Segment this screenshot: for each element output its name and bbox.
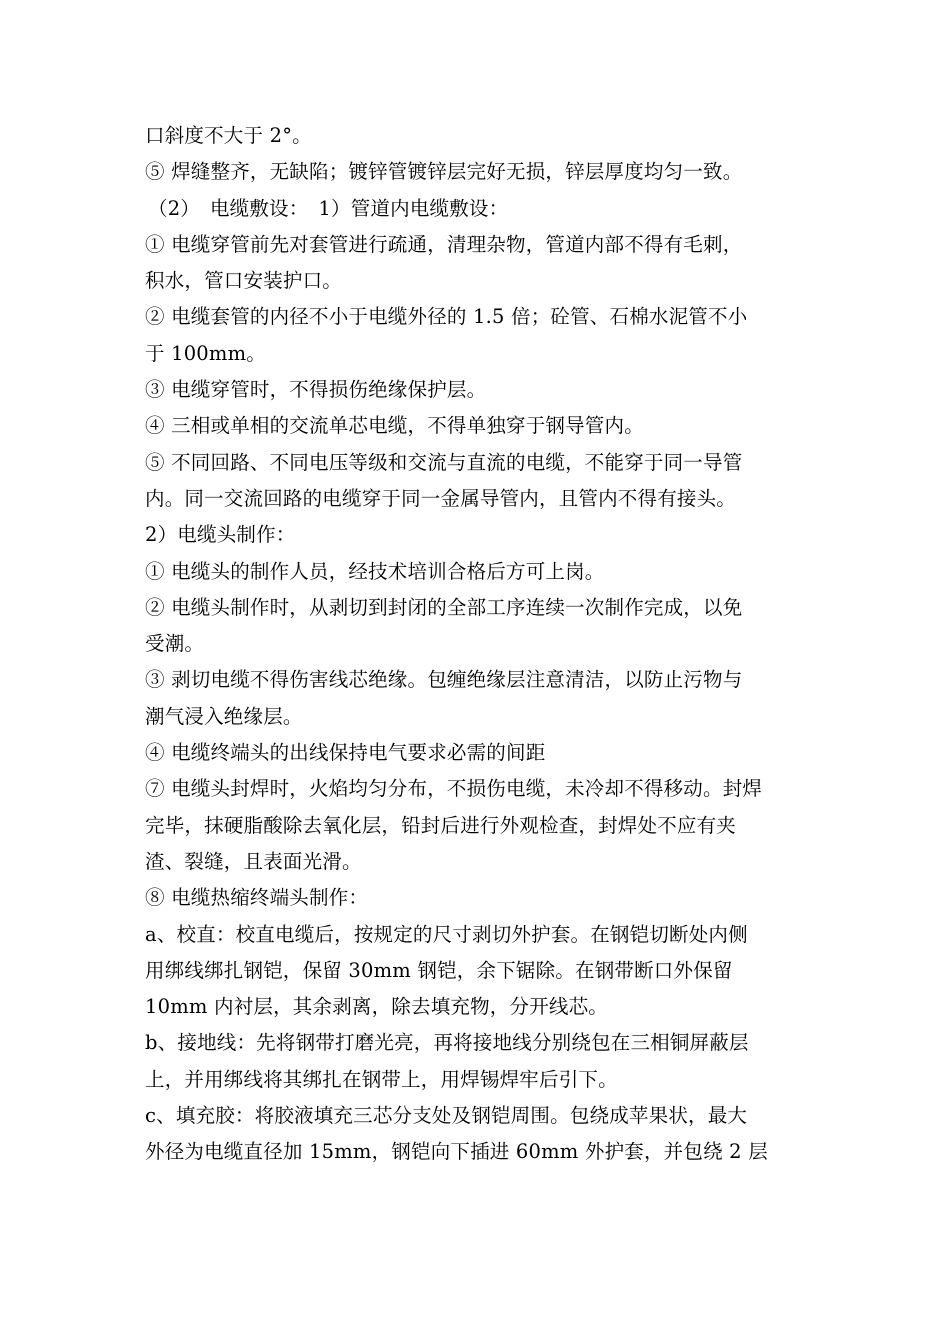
text-line: 口斜度不大于 2°。 (145, 124, 312, 147)
text-line: ⑦ 电缆头封焊时，火焰均匀分布，不损伤电缆，未冷却不得移动。封焊 (145, 777, 763, 801)
text-line: ① 电缆穿管前先对套管进行疏通，清理杂物，管道内部不得有毛刺， (145, 232, 743, 256)
text-line: 积水，管口安装护口。 (145, 269, 343, 293)
text-line: ② 电缆套管的内径不小于电缆外径的 1.5 倍；砼管、石棉水泥管不小 (145, 305, 748, 329)
text-line: ⑤ 焊缝整齐，无缺陷；镀锌管镀锌层完好无损，锌层厚度均匀一致。 (145, 160, 743, 184)
subsection-heading: 2）电缆头制作： (145, 523, 296, 547)
section-heading: （2） 电缆敷设： 1）管道内电缆敷设： (148, 196, 509, 220)
text-line: 用绑线绑扎钢铠，保留 30mm 钢铠，余下锯除。在钢带断口外保留 (145, 958, 733, 982)
text-line: 10mm 内衬层，其余剥离，除去填充物，分开线芯。 (145, 995, 608, 1019)
text-line: ⑧ 电缆热缩终端头制作： (145, 886, 369, 910)
text-line: 完毕，抹硬脂酸除去氧化层，铅封后进行外观检查，封焊处不应有夹 (145, 813, 737, 837)
text-line: ③ 剥切电缆不得伤害线芯绝缘。包缠绝缘层注意清洁，以防止污物与 (145, 668, 743, 692)
text-line: ④ 电缆终端头的出线保持电气要求必需的间距 (145, 741, 546, 765)
text-line: 受潮。 (145, 632, 205, 656)
text-line: ③ 电缆穿管时，不得损伤绝缘保护层。 (145, 378, 487, 402)
text-line: 外径为电缆直径加 15mm，钢铠向下插进 60mm 外护套，并包绕 2 层 (145, 1140, 768, 1164)
document-body (145, 118, 815, 1171)
text-line: a、校直：校直电缆后，按规定的尺寸剥切外护套。在钢铠切断处内侧 (145, 922, 748, 946)
text-line: ② 电缆头制作时，从剥切到封闭的全部工序连续一次制作完成，以免 (145, 595, 743, 619)
text-line: ④ 三相或单相的交流单芯电缆，不得单独穿于钢导管内。 (145, 414, 644, 438)
text-line: c、填充胶：将胶液填充三芯分支处及钢铠周围。包绕成苹果状，最大 (145, 1104, 748, 1128)
text-line: 内。同一交流回路的电缆穿于同一金属导管内，且管内不得有接头。 (145, 486, 737, 510)
text-line: 渣、裂缝，且表面光滑。 (145, 849, 362, 873)
text-line: 上，并用绑线将其绑扎在钢带上，用焊锡焊牢后引下。 (145, 1067, 618, 1091)
text-line: b、接地线：先将钢带打磨光亮，再将接地线分别绕包在三相铜屏蔽层 (145, 1031, 749, 1055)
text-line: 于 100mm。 (145, 341, 266, 365)
text-line: 潮气浸入绝缘层。 (145, 704, 303, 728)
text-line: ① 电缆头的制作人员，经技术培训合格后方可上岗。 (145, 559, 605, 583)
text-line: ⑤ 不同回路、不同电压等级和交流与直流的电缆，不能穿于同一导管 (145, 450, 743, 474)
